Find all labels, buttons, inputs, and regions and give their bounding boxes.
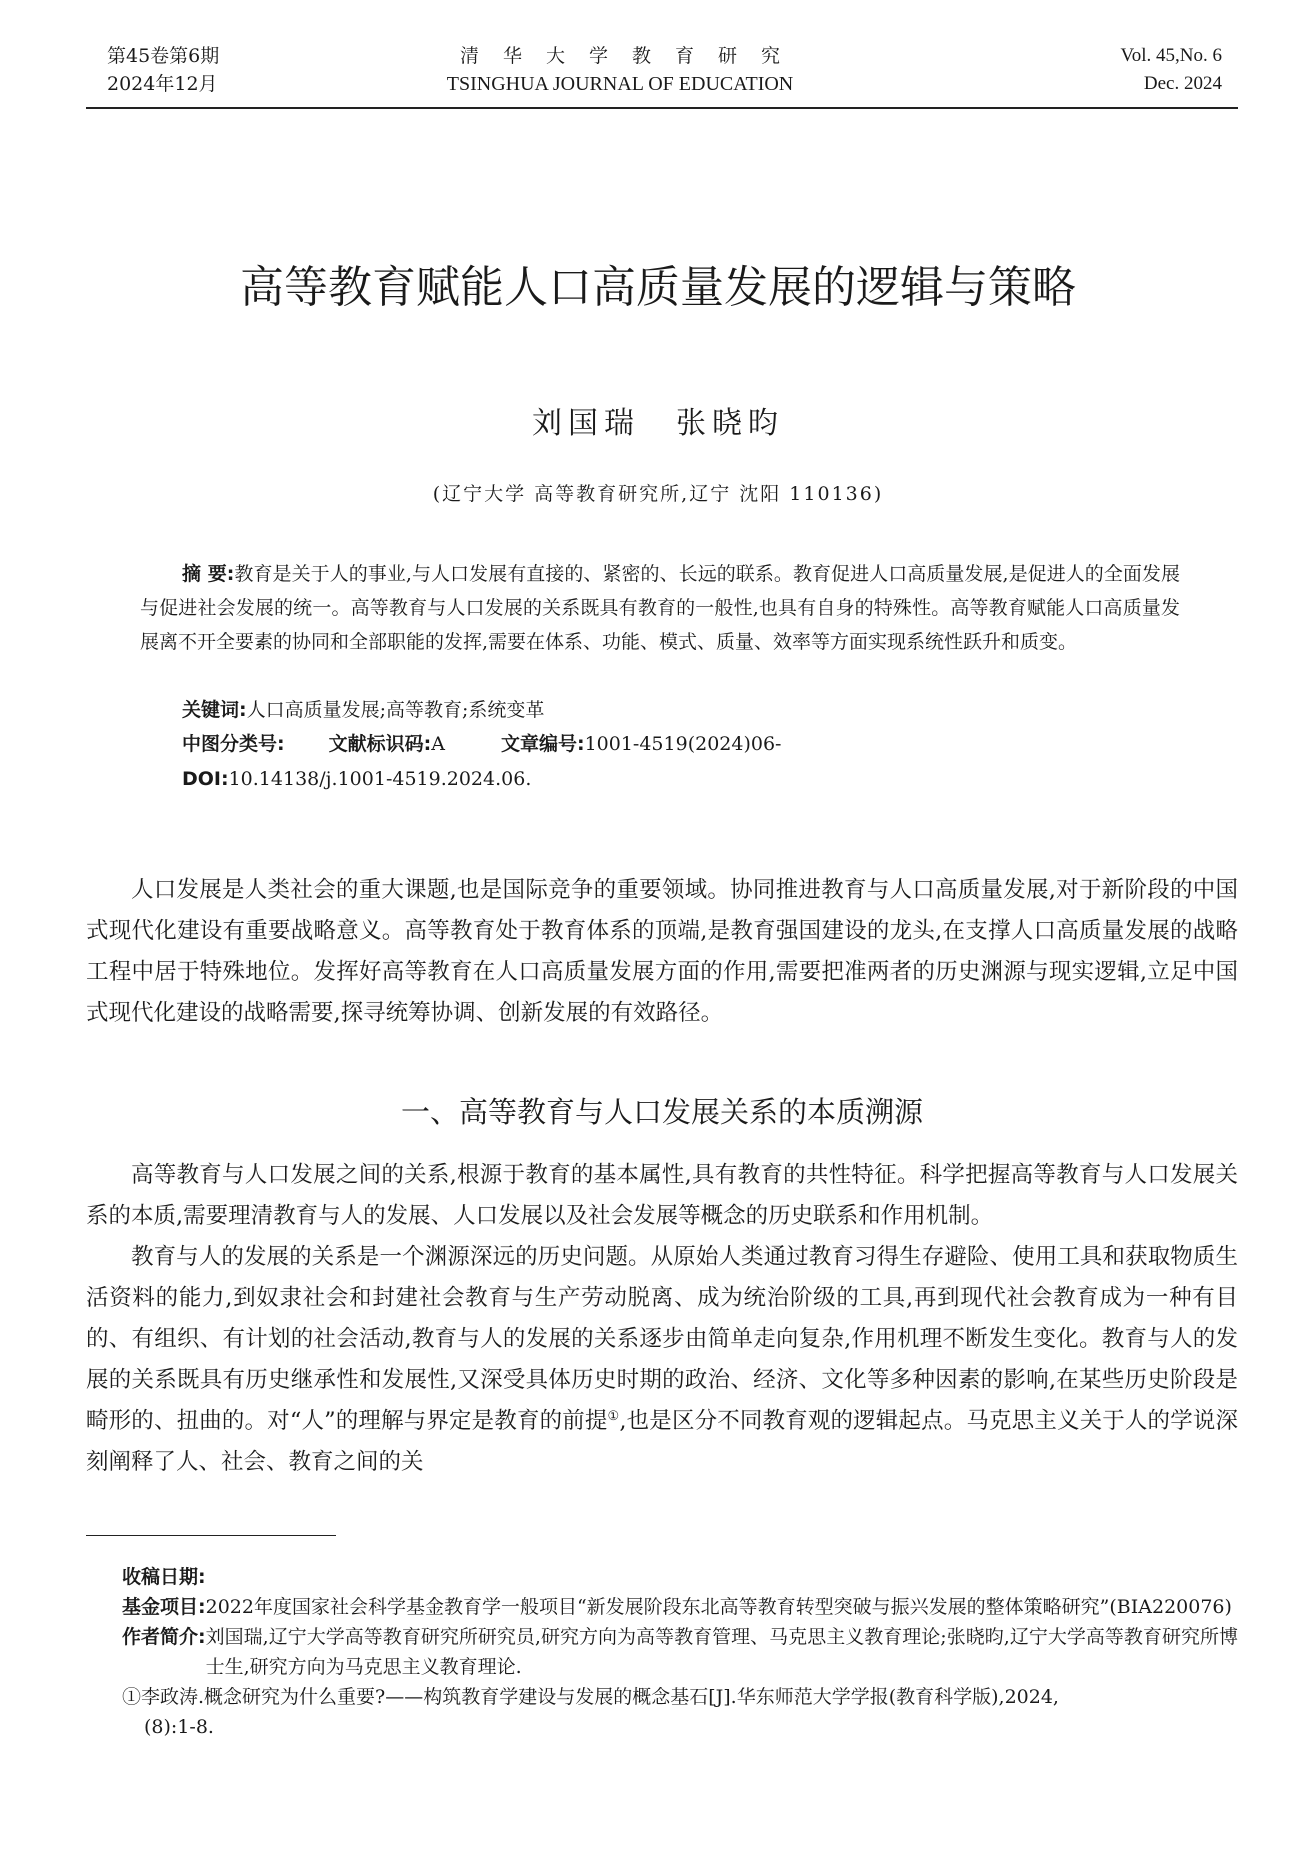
section-paragraph — [86, 1237, 1238, 1483]
received-value — [206, 1562, 1238, 1592]
abstract-text: 教育是关于人的事业,与人口发展有直接的、紧密的、长远的联系。教育促进人口高质量发展,是促进人的全面发展与促进社会发展的统一。高等教育与人口发展的关系既具有教育的一般性,也具有自身的特殊性。高等教育赋能人口高质量发展离不开全要素的协同和全部职能的发挥,需要在体系、功能、模式、质量、效率等方面实现系统性跃升和质变。 — [140, 563, 1180, 653]
doi — [140, 762, 1180, 796]
header-date-en: Dec. 2024 — [1143, 73, 1222, 94]
footnotes — [122, 1562, 1238, 1742]
header-vol — [1120, 42, 1222, 98]
received-label: 收稿日期: — [122, 1566, 206, 1588]
header-volume-en: Vol. 45,No. 6 — [1120, 45, 1222, 66]
paragraph-text: ,也是区分不同教育观的逻辑起点。马克思主义关于人的学说深刻阐释了人、社会、教育之间的关 — [86, 1408, 1238, 1475]
bio-value: 刘国瑞,辽宁大学高等教育研究所研究员,研究方向为高等教育管理、马克思主义教育理论;张晓昀,辽宁大学高等教育研究所博士生,研究方向为马克思主义教育理论. — [205, 1626, 1238, 1678]
received-date — [122, 1562, 1238, 1592]
header-journal — [330, 42, 910, 98]
abstract-label: 摘 要: — [182, 563, 235, 585]
article-title: 高等教育赋能人口高质量发展的逻辑与策略 — [240, 262, 1076, 313]
header-divider — [86, 107, 1238, 109]
article-no-value: 1001-4519(2024)06- — [584, 733, 782, 755]
intro-paragraph: 人口发展是人类社会的重大课题,也是国际竞争的重要领域。协同推进教育与人口高质量发展,对于新阶段的中国式现代化建设有重要战略意义。高等教育处于教育体系的顶端,是教育强国建设的龙头,在支撑人口高质量发展的战略工程中居于特殊地位。发挥好高等教育在人口高质量发展方面的作用,需要把准两者的历史渊源与现实逻辑,立足中国式现代化建设的战略需要,探寻统筹协调、创新发展的有效路径。 — [86, 877, 1238, 1026]
doi-label: DOI: — [182, 768, 229, 790]
footnote-marker[interactable]: ① — [607, 1409, 620, 1424]
intro-section — [86, 870, 1238, 1034]
footnote-divider — [86, 1535, 336, 1536]
author-name: 张晓昀 — [676, 406, 784, 441]
fund-label: 基金项目: — [122, 1596, 206, 1618]
header-date-cn: 2024年12月 — [107, 73, 218, 95]
journal-name-cn: 清华大学教育研究 — [459, 45, 804, 67]
clc-label: 中图分类号: — [182, 733, 285, 755]
section-body — [86, 1155, 1238, 1483]
bio-label: 作者简介: — [122, 1626, 206, 1648]
keywords-label: 关键词: — [182, 699, 247, 721]
author-bio — [122, 1622, 1238, 1682]
fund-info — [122, 1592, 1238, 1622]
reference-footnote: ①李政涛.概念研究为什么重要?——构筑教育学建设与发展的概念基石[J].华东师范大学学报(教育科学版),2024, — [122, 1686, 1059, 1708]
keywords-text: 人口高质量发展;高等教育;系统变革 — [246, 699, 545, 721]
author-name: 刘国瑞 — [532, 406, 640, 441]
header-issue — [107, 42, 219, 98]
abstract — [140, 557, 1180, 659]
reference-footnote-cont: (8):1-8. — [144, 1716, 214, 1738]
fund-value: 2022年度国家社会科学基金教育学一般项目“新发展阶段东北高等教育转型突破与振兴发展的整体策略研究”(BIA220076) — [205, 1596, 1232, 1618]
author-list — [100, 404, 1216, 444]
paragraph-text: 教育与人的发展的关系是一个渊源深远的历史问题。从原始人类通过教育习得生存避险、使用工具和获取物质生活资料的能力,到奴隶社会和封建社会教育与生产劳动脱离、成为统治阶级的工具,再到现代社会教育成为一种有目的、有组织、有计划的社会活动,教育与人的发展的关系逐步由简单走向复杂,作用机理不断发生变化。教育与人的发展的关系既具有历史继承性和发展性,又深受具体历史时期的政治、经济、文化等多种因素的影响,在某些历史阶段是畸形的、扭曲的。对“人”的理解与界定是教育的前提 — [86, 1244, 1238, 1434]
classification — [140, 727, 1180, 761]
doc-code-label: 文献标识码: — [328, 733, 432, 755]
article-no-label: 文章编号: — [500, 733, 585, 755]
journal-name-en: TSINGHUA JOURNAL OF EDUCATION — [446, 73, 794, 95]
keywords — [140, 693, 1180, 727]
author-affiliation: (辽宁大学 高等教育研究所,辽宁 沈阳 110136) — [432, 483, 884, 505]
section-paragraph: 高等教育与人口发展之间的关系,根源于教育的基本属性,具有教育的共性特征。科学把握高等教育与人口发展关系的本质,需要理清教育与人的发展、人口发展以及社会发展等概念的历史联系和作用机制。 — [86, 1162, 1238, 1229]
doi-value: 10.14138/j.1001-4519.2024.06. — [228, 768, 532, 790]
header-volume-issue: 第45卷第6期 — [107, 45, 220, 67]
doc-code-value: A — [431, 733, 445, 755]
section-heading: 一、高等教育与人口发展关系的本质溯源 — [400, 1095, 923, 1129]
